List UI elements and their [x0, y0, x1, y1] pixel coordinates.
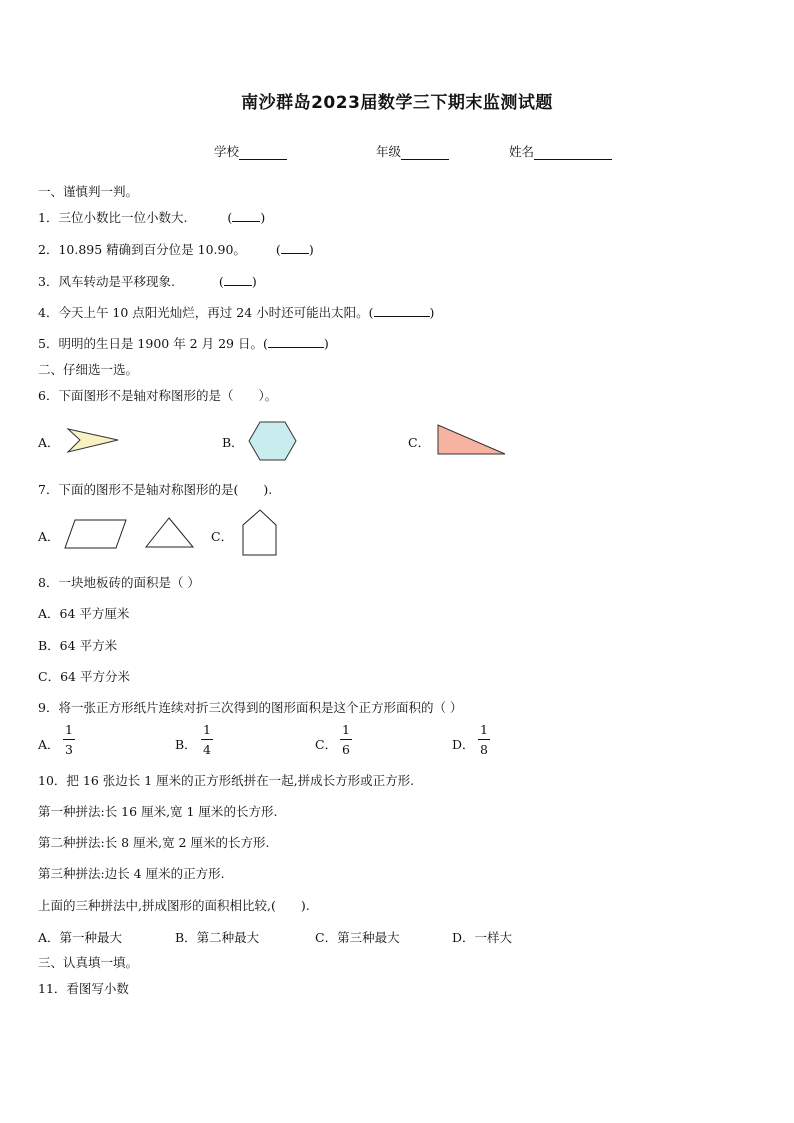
question-10-prompt: 上面的三种拼法中,拼成图形的面积相比较,( ).: [38, 898, 310, 913]
name-field: [509, 142, 612, 160]
grade-blank[interactable]: [401, 146, 449, 160]
fraction-one-third: 1 3: [62, 722, 76, 757]
option-d-label[interactable]: D．: [452, 737, 475, 752]
option-b-label[interactable]: B．: [175, 737, 197, 752]
question-3: [38, 272, 257, 290]
question-7-text: 7．下面的图形不是轴对称图形的是( ).: [38, 482, 273, 497]
answer-blank[interactable]: ( ): [227, 210, 266, 225]
question-1-text: 1．三位小数比一位小数大.: [38, 210, 188, 225]
question-5-text: 5．明明的生日是 1900 年 2 月 29 日。(: [38, 336, 268, 351]
question-2: [38, 240, 314, 258]
question-8-text: 8．一块地板砖的面积是（ ）: [38, 575, 200, 590]
method-3-text: 第三种拼法:边长 4 厘米的正方形.: [38, 866, 225, 881]
section-1-heading: 一、谨慎判一判。: [38, 184, 139, 199]
grade-field: [376, 142, 449, 160]
question-6-text: 6．下面图形不是轴对称图形的是（ ）。: [38, 388, 278, 403]
right-triangle-shape[interactable]: [436, 423, 508, 457]
arrow-shape[interactable]: [66, 427, 122, 455]
school-label: 学校: [214, 144, 240, 159]
option-c[interactable]: C．64 平方分米: [38, 669, 130, 684]
answer-blank[interactable]: ( ): [218, 274, 257, 289]
option-a-label[interactable]: A．: [38, 737, 60, 752]
option-c[interactable]: C．第三种最大: [315, 930, 400, 945]
option-c-label[interactable]: C．: [315, 737, 338, 752]
question-11-text: 11．看图写小数: [38, 981, 129, 996]
answer-blank[interactable]: ): [374, 304, 435, 320]
option-c-label[interactable]: C．: [211, 529, 234, 544]
section-3-heading: 三、认真填一填。: [38, 955, 139, 970]
question-2-text: 2．10.895 精确到百分位是 10.90。: [38, 242, 246, 257]
question-4-text: 4．今天上午 10 点阳光灿烂，再过 24 小时还可能出太阳。(: [38, 305, 374, 320]
question-10-text: 10．把 16 张边长 1 厘米的正方形纸拼在一起,拼成长方形或正方形.: [38, 773, 415, 788]
fraction-one-fourth: 1 4: [200, 722, 214, 757]
section-2-heading: 二、仔细选一选。: [38, 362, 139, 377]
hexagon-shape[interactable]: [248, 420, 298, 462]
question-1: [38, 208, 265, 226]
option-a-label[interactable]: A．: [38, 529, 60, 544]
question-9-text: 9．将一张正方形纸片连续对折三次得到的图形面积是这个正方形面积的（ ）: [38, 700, 463, 715]
school-field: [214, 142, 287, 160]
option-a-label[interactable]: A．: [38, 435, 60, 450]
question-4: [38, 303, 434, 321]
option-b[interactable]: B．64 平方米: [38, 638, 118, 653]
question-3-text: 3．风车转动是平移现象.: [38, 274, 175, 289]
parallelogram-shape[interactable]: [63, 518, 129, 550]
triangle-shape[interactable]: [145, 516, 195, 550]
option-c-label[interactable]: C．: [408, 435, 431, 450]
fraction-one-eighth: 1 8: [477, 722, 491, 757]
option-a[interactable]: A．第一种最大: [38, 930, 123, 945]
grade-label: 年级: [376, 144, 402, 159]
option-a[interactable]: A．64 平方厘米: [38, 606, 130, 621]
name-blank[interactable]: [534, 146, 612, 160]
page-title: 南沙群岛2023届数学三下期末监测试题: [241, 93, 553, 113]
pentagon-house-shape[interactable]: [241, 509, 279, 557]
fraction-one-sixth: 1 6: [339, 722, 353, 757]
name-label: 姓名: [509, 144, 535, 159]
option-b-label[interactable]: B．: [222, 435, 244, 450]
method-1-text: 第一种拼法:长 16 厘米,宽 1 厘米的长方形.: [38, 804, 278, 819]
method-2-text: 第二种拼法:长 8 厘米,宽 2 厘米的长方形.: [38, 835, 270, 850]
school-blank[interactable]: [239, 146, 287, 160]
answer-blank[interactable]: ( ): [275, 242, 314, 257]
option-d[interactable]: D．一样大: [452, 930, 513, 945]
option-b[interactable]: B．第二种最大: [175, 930, 260, 945]
question-5: [38, 334, 329, 352]
answer-blank[interactable]: ): [268, 335, 329, 351]
